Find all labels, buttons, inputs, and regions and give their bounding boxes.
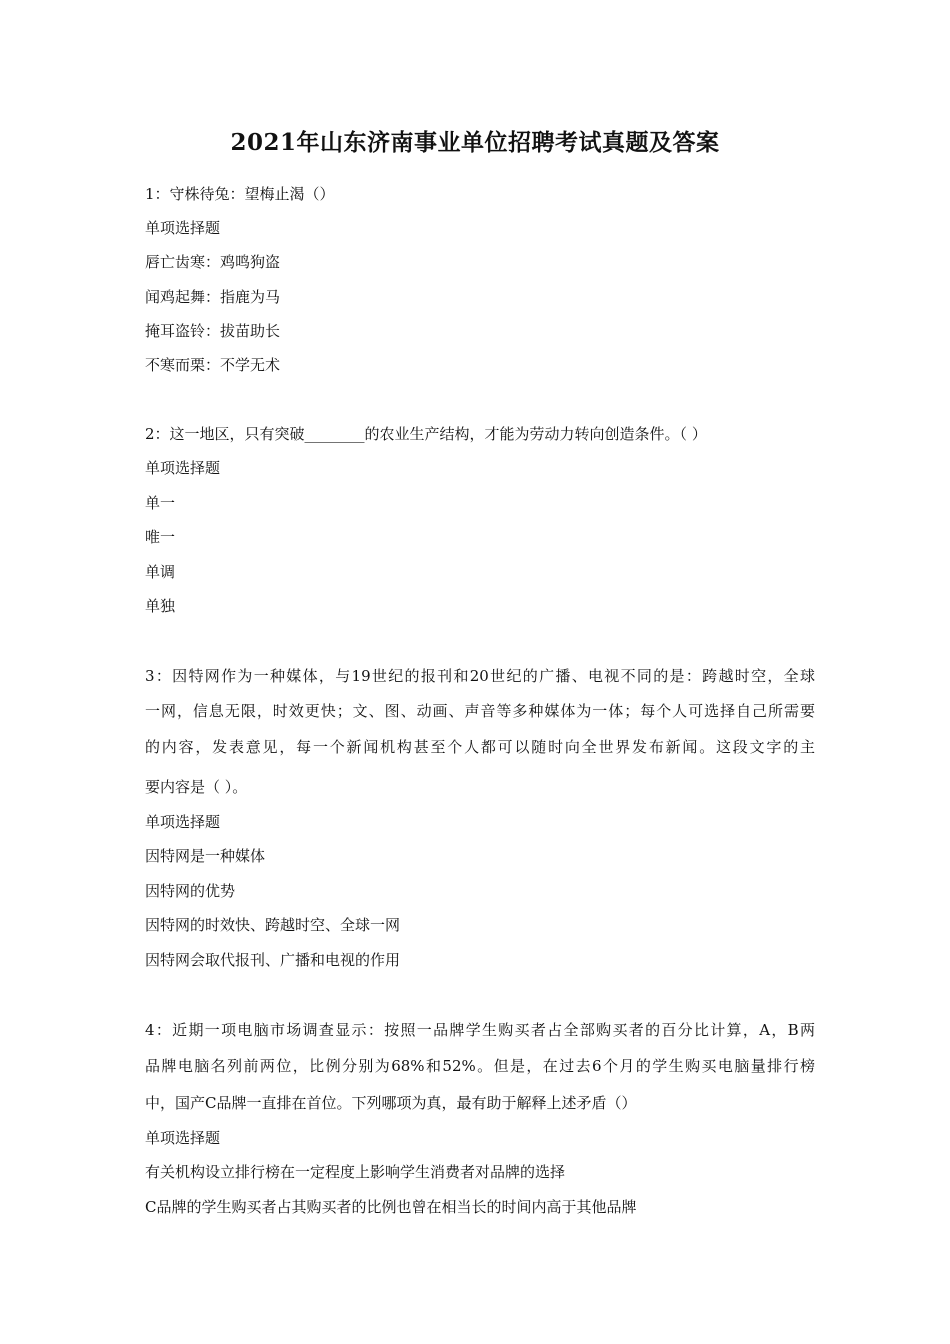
- question-3-option-c: 因特网的时效快、跨越时空、全球一网: [145, 916, 401, 934]
- question-2-option-d: 单独: [145, 597, 176, 615]
- question-4-stem-line-3: 中，国产C品牌一直排在首位。下列哪项为真，最有助于解释上述矛盾（）: [145, 1094, 637, 1112]
- question-1-option-c: 掩耳盗铃：拔苗助长: [145, 322, 281, 340]
- question-4-type: 单项选择题: [145, 1129, 221, 1147]
- question-1-option-a: 唇亡齿寒：鸡鸣狗盗: [145, 253, 281, 271]
- question-3-stem-line-1: 3：因特网作为一种媒体，与19世纪的报刊和20世纪的广播、电视不同的是：跨越时空，全球: [145, 667, 815, 685]
- document-title: 2021年山东济南事业单位招聘考试真题及答案: [230, 129, 720, 156]
- question-3-stem-line-4: 要内容是（ ）。: [145, 778, 248, 796]
- question-3-option-d: 因特网会取代报刊、广播和电视的作用: [145, 951, 401, 969]
- question-3-stem-line-2: 一网，信息无限，时效更快；文、图、动画、声音等多种媒体为一体；每个人可选择自己所需要: [145, 702, 815, 720]
- question-4-stem-line-2: 品牌电脑名列前两位，比例分别为68%和52%。但是，在过去6个月的学生购买电脑量排行榜: [145, 1057, 815, 1075]
- question-1-option-d: 不寒而栗：不学无术: [145, 356, 281, 374]
- question-2-type: 单项选择题: [145, 459, 221, 477]
- question-1-option-b: 闻鸡起舞：指鹿为马: [145, 288, 281, 306]
- question-2-option-a: 单一: [145, 494, 176, 512]
- question-3-option-a: 因特网是一种媒体: [145, 847, 266, 865]
- question-1-type: 单项选择题: [145, 219, 221, 237]
- question-3-type: 单项选择题: [145, 813, 221, 831]
- question-1-stem-line-1: 1：守株待兔：望梅止渴（）: [145, 185, 335, 203]
- question-2-option-b: 唯一: [145, 528, 176, 546]
- question-2-stem-line-1: 2：这一地区，只有突破________的农业生产结构，才能为劳动力转向创造条件。（ ）: [145, 425, 707, 443]
- question-4-option-a: 有关机构设立排行榜在一定程度上影响学生消费者对品牌的选择: [145, 1163, 566, 1181]
- question-3-stem-line-3: 的内容，发表意见，每一个新闻机构甚至个人都可以随时向全世界发布新闻。这段文字的主: [145, 738, 815, 756]
- question-3-option-b: 因特网的优势: [145, 882, 236, 900]
- question-2-option-c: 单调: [145, 563, 176, 581]
- question-4-option-b: C品牌的学生购买者占其购买者的比例也曾在相当长的时间内高于其他品牌: [145, 1198, 637, 1216]
- question-4-stem-line-1: 4：近期一项电脑市场调查显示：按照一品牌学生购买者占全部购买者的百分比计算，A，B两: [145, 1021, 815, 1039]
